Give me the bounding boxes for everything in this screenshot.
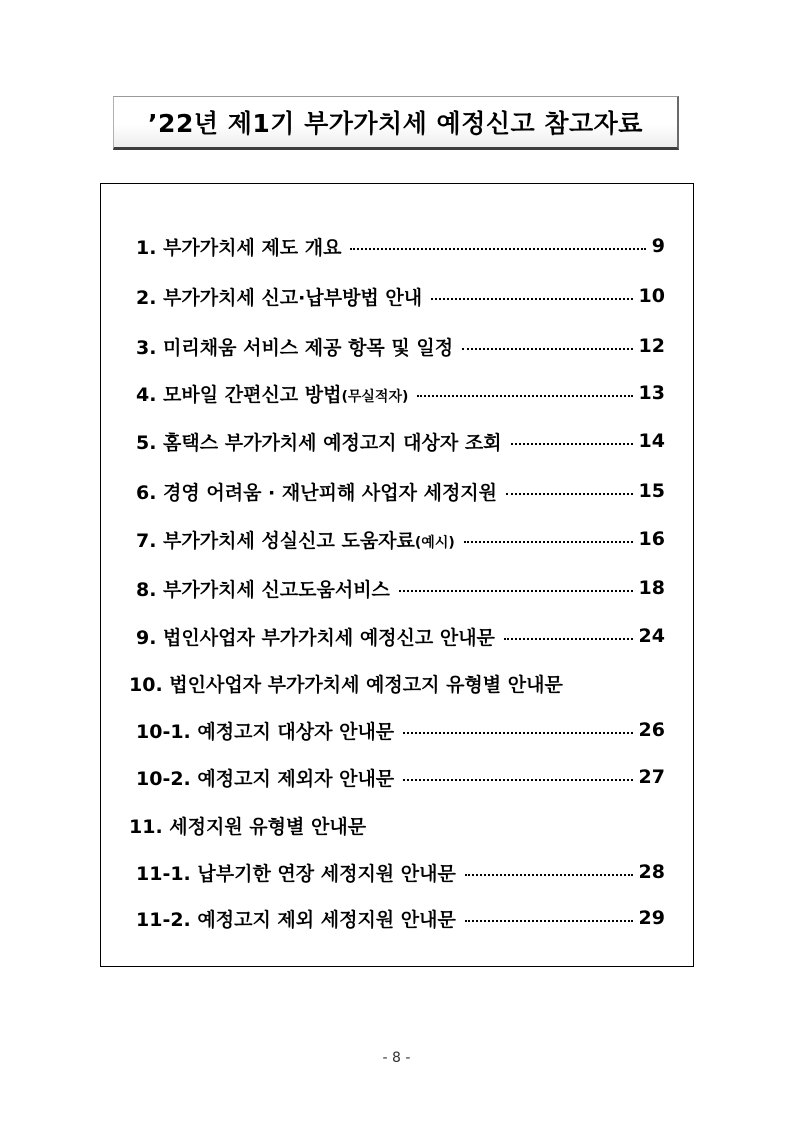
toc-page-number: 18 — [638, 577, 665, 599]
toc-page-number: 27 — [638, 766, 665, 788]
toc-item-11-2[interactable] — [136, 903, 665, 933]
toc-leader-dots — [465, 874, 633, 876]
toc-page-number: 13 — [638, 382, 665, 404]
toc-item-label: 10-1. 예정고지 대상자 안내문 — [136, 720, 395, 743]
toc-leader-dots — [465, 920, 633, 922]
toc-item-label: 3. 미리채움 서비스 제공 항목 및 일정 — [136, 336, 454, 359]
toc-item-2[interactable] — [136, 281, 665, 311]
toc-item-6[interactable] — [136, 476, 665, 506]
toc-item-label: 6. 경영 어려움 · 재난피해 사업자 세정지원 — [136, 481, 498, 504]
toc-section-10[interactable] — [129, 668, 563, 698]
toc-item-label: 2. 부가가치세 신고·납부방법 안내 — [136, 286, 423, 309]
page-number-footer: - 8 - — [382, 1050, 411, 1066]
toc-leader-dots — [506, 493, 633, 495]
title-box — [113, 96, 679, 150]
toc-page-number: 14 — [638, 430, 665, 452]
toc-leader-dots — [403, 779, 632, 781]
toc-item-3[interactable] — [136, 331, 665, 361]
toc-page-number: 28 — [638, 861, 665, 883]
toc-item-label-note: (무실적자) — [341, 388, 409, 405]
toc-item-label: 11-2. 예정고지 제외 세정지원 안내문 — [136, 908, 456, 931]
toc-item-label: 11-1. 납부기한 연장 세정지원 안내문 — [136, 862, 456, 885]
toc-item-label: 5. 홈택스 부가가치세 예정고지 대상자 조회 — [136, 431, 502, 454]
toc-page-number: 15 — [638, 480, 665, 502]
toc-item-label-main: 7. 부가가치세 성실신고 도움자료 — [136, 529, 415, 552]
toc-section-11[interactable] — [129, 810, 366, 840]
toc-item-label: 9. 법인사업자 부가가치세 예정신고 안내문 — [136, 626, 495, 649]
toc-page-number: 9 — [651, 235, 665, 257]
toc-item-4[interactable] — [136, 378, 665, 408]
toc-item-label — [136, 526, 455, 553]
toc-page-number: 24 — [638, 625, 665, 647]
toc-leader-dots — [350, 248, 645, 250]
toc-page-number: 10 — [638, 285, 665, 307]
document-title: ’22년 제1기 부가가치세 예정신고 참고자료 — [148, 109, 643, 138]
toc-page-number: 12 — [638, 335, 665, 357]
toc-page-number: 16 — [638, 528, 665, 550]
toc-leader-dots — [431, 298, 632, 300]
toc-leader-dots — [504, 638, 633, 640]
toc-leader-dots — [403, 732, 632, 734]
toc-section-label: 10. 법인사업자 부가가치세 예정고지 유형별 안내문 — [129, 673, 563, 696]
toc-item-7[interactable] — [136, 524, 665, 554]
toc-item-8[interactable] — [136, 573, 665, 603]
toc-leader-dots — [417, 395, 632, 397]
toc-item-9[interactable] — [136, 621, 665, 651]
toc-item-label-main: 4. 모바일 간편신고 방법 — [136, 383, 342, 406]
toc-item-label: 8. 부가가치세 신고도움서비스 — [136, 578, 390, 601]
toc-item-10-2[interactable] — [136, 762, 665, 792]
toc-item-11-1[interactable] — [136, 857, 665, 887]
toc-page-number: 26 — [638, 719, 665, 741]
toc-item-5[interactable] — [136, 426, 665, 456]
toc-item-10-1[interactable] — [136, 715, 665, 745]
table-of-contents — [100, 183, 694, 967]
toc-page-number: 29 — [638, 907, 665, 929]
toc-leader-dots — [399, 590, 633, 592]
toc-item-label: 1. 부가가치세 제도 개요 — [136, 236, 342, 259]
toc-leader-dots — [464, 541, 633, 543]
toc-item-label — [136, 380, 408, 407]
toc-leader-dots — [511, 443, 633, 445]
toc-section-label: 11. 세정지원 유형별 안내문 — [129, 815, 367, 838]
toc-leader-dots — [462, 348, 632, 350]
toc-item-label-note: (예시) — [414, 534, 455, 551]
toc-item-1[interactable] — [136, 231, 665, 261]
toc-item-label: 10-2. 예정고지 제외자 안내문 — [136, 767, 395, 790]
